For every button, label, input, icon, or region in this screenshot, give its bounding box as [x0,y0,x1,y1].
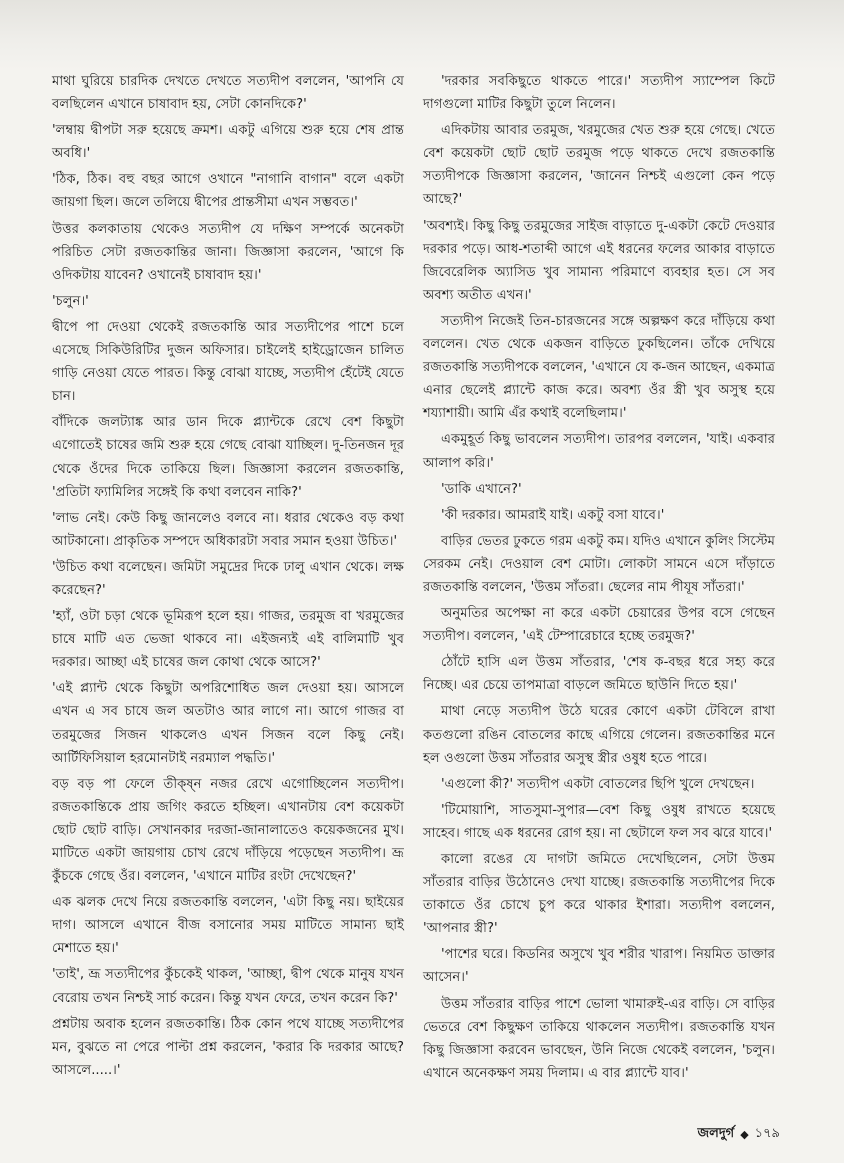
paragraph: কালো রঙের যে দাগটা জমিতে দেখেছিলেন, সেটা উত্তম সাঁতরার বাড়ির উঠোনেও দেখা যাচ্ছে। রজতকান্তি সত্যদীপের দিকে তাকাতে ওঁর চোখে চুপ করে থাকার ইশারা। সত্যদীপ বললেন, 'আপনার স্ত্রী?' [423,852,775,937]
paragraph: 'চলুন।' [52,293,89,309]
paragraph: 'দরকার সবকিছুতে থাকতে পারে।' সত্যদীপ স্যাম্পেল কিটে দাগগুলো মাটির কিছুটা তুলে নিলেন। [423,74,775,113]
paragraph: সত্যদীপ নিজেই তিন-চারজনের সঙ্গে অল্পক্ষণ করে দাঁড়িয়ে কথা বললেন। খেত থেকে একজন বাড়িতে ঢুকছিলেন। তাঁকে দেখিয়ে রজতকান্তি সত্যদীপকে বললেন, 'এখানে যে ক-জন আছেন, একমাত্র এনার ছেলেই প্ল্যান্টে কাজ করে। অবশ্য ওঁর স্ত্রী খুব অসুস্থ হয়ে শয্যাশায়ী। আমি এঁর কথাই বলেছিলাম।' [423,313,775,422]
paragraph: দ্বীপে পা দেওয়া থেকেই রজতকান্তি আর সত্যদীপের পাশে চলে এসেছে সিকিউরিটির দুজন অফিসার। চাইলেই হাইড্রোজেন চালিত গাড়ি নেওয়া যেতে পারত। কিন্তু বোঝা যাচ্ছে, সত্যদীপ হেঁটেই যেতে চান। [52,319,404,405]
paragraph: 'এই প্ল্যান্ট থেকে কিছুটা অপরিশোধিত জল দেওয়া হয়। আসলে এখন এ সব চাষে জল অতটাও আর লাগে না। আগে গাজর বা তরমুজের সিজন থাকলেও এখন সিজন বলে কিছু নেই। আর্টিফিসিয়াল হরমোনটাই নরম্যাল পদ্ধতি।' [52,681,404,766]
right-text-column [423,70,775,1088]
paragraph: উত্তম সাঁতরার বাড়ির পাশে ভোলা খামারুই-এর বাড়ি। সে বাড়ির ভেতরে বেশ কিছুক্ষণ তাকিয়ে থাকলেন সত্যদীপ। রজতকান্তি যখন কিছু জিজ্ঞাসা করবেন ভাবছেন, উনি নিজে থেকেই বললেন, 'চলুন। এখানে অনেকক্ষণ সময় দিলাম। এ বার প্ল্যান্টে যাব।' [423,996,775,1081]
paragraph: 'টিমোয়াশি, সাতসুমা-সুপার—বেশ কিছু ওষুধ রাখতে হয়েছে সাহেব। গাছে এক ধরনের রোগ হয়। না ছেটালে ফল সব ঝরে যাবে।' [423,802,775,841]
paragraph: একমুহূর্ত কিছু ভাবলেন সত্যদীপ। তারপর বললেন, 'যাই। একবার আলাপ করি।' [423,432,775,471]
paragraph: এক ঝলক দেখে নিয়ে রজতকান্তি বললেন, 'এটা কিছু নয়। ছাইয়ের দাগ। আসলে এখানে বীজ বসানোর সময় মাটিতে সামান্য ছাই মেশাতে হয়।' [52,895,404,957]
paragraph: বড় বড় পা ফেলে তীক্ষ্ন নজর রেখে এগোচ্ছিলেন সত্যদীপ। রজতকান্তিকে প্রায় জগিং করতে হচ্ছিল। এখানটায় বেশ কয়েকটা ছোট ছোট বাড়ি। সেখানকার দরজা-জানালাতেও কয়েকজনের মুখ। মাটিতে একটা জায়গায় চোখ রেখে দাঁড়িয়ে পড়েছেন সত্যদীপ। ভ্রূ কুঁচকে গেছে ওঁর। বললেন, 'এখানে মাটির রংটা দেখেছেন?' [52,776,404,885]
paragraph: বাঁদিকে জলট্যাঙ্ক আর ডান দিকে প্ল্যান্টকে রেখে বেশ কিছুটা এগোতেই চাষের জমি শুরু হয়ে গেছে বোঝা যাচ্ছিল। দু-তিনজন দূর থেকে ওঁদের দিকে তাকিয়ে ছিল। জিজ্ঞাসা করলেন রজতকান্তি, 'প্রতিটা ফ্যামিলির সঙ্গেই কি কথা বলবেন নাকি?' [52,415,404,500]
paragraph: মাথা ঘুরিয়ে চারদিক দেখতে দেখতে সত্যদীপ বললেন, 'আপনি যে বলছিলেন এখানে চাষাবাদ হয়, সেটা কোনদিকে?' [52,74,404,113]
paragraph: 'উচিত কথা বলেছেন। জমিটা সমুদ্রের দিকে ঢালু এখান থেকে। লক্ষ করেছেন?' [52,559,404,598]
paragraph: 'কী দরকার। আমরাই যাই। একটু বসা যাবে।' [441,507,665,523]
paragraph: প্রশ্নটায় অবাক হলেন রজতকান্তি। ঠিক কোন পথে যাচ্ছে সত্যদীপের মন, বুঝতে না পেরে পাল্টা প্রশ্ন করলেন, 'করার কি দরকার আছে? আসলে.....।' [52,1016,404,1078]
left-text-column [52,70,404,1085]
paragraph: 'লম্বায় দ্বীপটা সরু হয়েছে ক্রমশ। একটু এগিয়ে শুরু হয়ে শেষ প্রান্ত অবধি।' [52,123,404,162]
paragraph: 'ডাকি এখানে?' [441,481,522,497]
footer-brand: জলদুর্গ [697,1126,735,1141]
paragraph: উত্তর কলকাতায় থেকেও সত্যদীপ যে দক্ষিণ সম্পর্কে অনেকটা পরিচিত সেটা রজতকান্তির জানা। জিজ্ঞাসা করলেন, 'আগে কি ওদিকটায় যাবেন? ওখানেই চাষাবাদ হয়।' [52,221,404,283]
paragraph: 'লাভ নেই। কেউ কিছু জানলেও বলবে না। ধরার থেকেও বড় কথা আটকানো। প্রাকৃতিক সম্পদে অধিকারটা সবার সমান হওয়া উচিত।' [52,510,404,549]
paragraph: ঠোঁটে হাসি এল উত্তম সাঁতরার, 'শেষ ক-বছর ধরে সহ্য করে নিচ্ছে। এর চেয়ে তাপমাত্রা বাড়লে জমিতে ছাউনি দিতে হয়।' [423,655,775,694]
paragraph: 'তাই', ভ্রূ সত্যদীপের কুঁচকেই থাকল, 'আচ্ছা, দ্বীপ থেকে মানুষ যখন বেরোয় তখন নিশ্চই সার্চ করেন। কিন্তু যখন ফেরে, তখন করেন কি?' [52,967,404,1006]
page-number: ১৭৯ [754,1126,780,1141]
paragraph: এদিকটায় আবার তরমুজ, খরমুজের খেত শুরু হয়ে গেছে। খেতে বেশ কয়েকটা ছোট ছোট তরমুজ পড়ে থাকতে দেখে রজতকান্তি সত্যদীপকে জিজ্ঞাসা করলেন, 'জানেন নিশ্চই এগুলো কেন পড়ে আছে?' [423,123,775,208]
paragraph: 'হ্যাঁ, ওটা চড়া থেকে ভূমিরূপ হলে হয়। গাজর, তরমুজ বা খরমুজের চাষে মাটি এত ভেজা থাকবে না। এইজন্যই এই বালিমাটি খুব দরকার। আচ্ছা এই চাষের জল কোথা থেকে আসে?' [52,609,404,671]
paragraph: মাথা নেড়ে সত্যদীপ উঠে ঘরের কোণে একটা টেবিলে রাখা কতগুলো রঙিন বোতলের কাছে এগিয়ে গেলেন। রজতকান্তির মনে হল ওগুলো উত্তম সাঁতরার অসুস্থ স্ত্রীর ওষুধ হতে পারে। [423,704,775,766]
paragraph: 'পাশের ঘরে। কিডনির অসুখে খুব শরীর খারাপ। নিয়মিত ডাক্তার আসেন।' [423,947,775,986]
page-footer [640,1124,780,1145]
paragraph: 'অবশ্যই। কিছু কিছু তরমুজের সাইজ বাড়াতে দু-একটা কেটে দেওয়ার দরকার পড়ে। আধ-শতাব্দী আগে এই ধরনের ফলের আকার বাড়াতে জিবেরেলিক অ্যাসিড খুব সামান্য পরিমাণে ব্যবহার হত। সে সব অবশ্য অতীত এখন।' [423,218,775,303]
paragraph: অনুমতির অপেক্ষা না করে একটা চেয়ারের উপর বসে গেছেন সত্যদীপ। বললেন, 'এই টেম্পারেচারে হচ্ছে তরমুজ?' [423,606,775,645]
paragraph: 'ঠিক, ঠিক। বহু বছর আগে ওখানে "নাগানি বাগান" বলে একটা জায়গা ছিল। জলে তলিয়ে দ্বীপের প্রান্তসীমা এখন সম্ভবত।' [52,172,404,211]
paragraph: বাড়ির ভেতর ঢুকতে গরম একটু কম। যদিও এখানে কুলিং সিস্টেম সেরকম নেই। দেওয়াল বেশ মোটা। লোকটা সামনে এসে দাঁড়াতে রজতকান্তি বললেন, 'উত্তম সাঁতরা। ছেলের নাম পীযূষ সাঁতরা।' [423,533,775,595]
paragraph: 'এগুলো কী?' সত্যদীপ একটা বোতলের ছিপি খুলে দেখছেন। [441,776,755,792]
diamond-icon: ◆ [740,1128,749,1141]
